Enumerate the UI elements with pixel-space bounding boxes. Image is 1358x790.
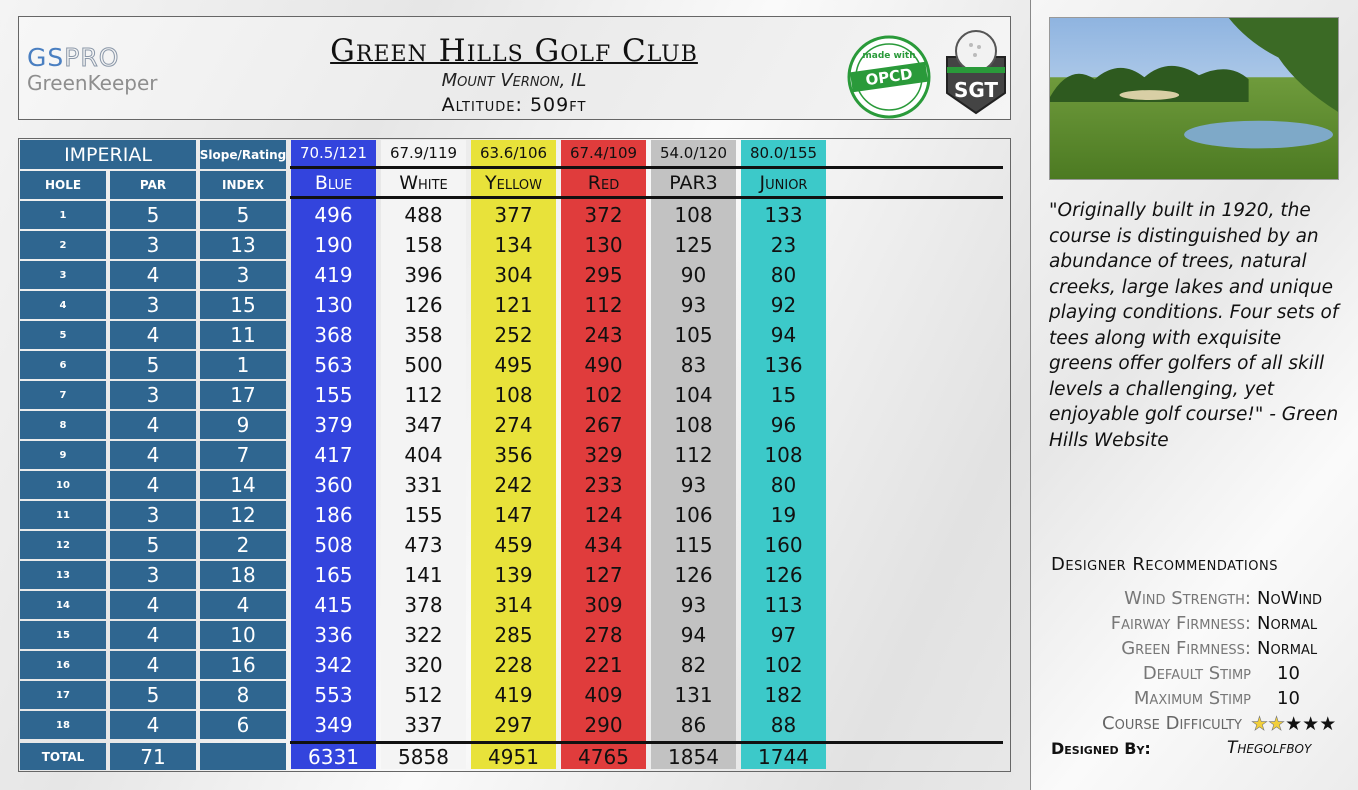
recommendation-value: 10 bbox=[1277, 688, 1300, 709]
hole-yardage: 314 bbox=[494, 593, 533, 617]
hole-yardage: 155 bbox=[404, 503, 443, 527]
imperial-label: IMPERIAL bbox=[20, 140, 196, 169]
hole-par: 5 bbox=[110, 681, 196, 709]
hole-number: 4 bbox=[20, 291, 106, 319]
hole-yardage: 127 bbox=[584, 563, 623, 587]
hole-par: 3 bbox=[110, 501, 196, 529]
hole-number: 14 bbox=[20, 591, 106, 619]
slope-rating-label: Slope/Rating bbox=[200, 140, 286, 169]
hole-yardage: 377 bbox=[494, 203, 533, 227]
hole-yardage: 105 bbox=[674, 323, 713, 347]
tee-total: 5858 bbox=[398, 745, 449, 769]
hole-yardage: 94 bbox=[680, 623, 707, 647]
course-photo bbox=[1049, 17, 1339, 180]
hole-yardage: 182 bbox=[764, 683, 803, 707]
hole-number: 17 bbox=[20, 681, 106, 709]
hole-yardage: 106 bbox=[674, 503, 713, 527]
hole-yardage: 278 bbox=[584, 623, 623, 647]
hole-index: 11 bbox=[200, 321, 286, 349]
hole-yardage: 336 bbox=[314, 623, 353, 647]
hole-yardage: 147 bbox=[494, 503, 533, 527]
hole-yardage: 19 bbox=[770, 503, 797, 527]
hole-yardage: 141 bbox=[404, 563, 443, 587]
club-altitude: Altitude: 509ft bbox=[441, 94, 587, 116]
hole-index: 17 bbox=[200, 381, 286, 409]
hole-yardage: 419 bbox=[314, 263, 353, 287]
course-header bbox=[18, 16, 1011, 120]
gspro-logo-pro: PRO bbox=[64, 43, 120, 72]
hole-yardage: 304 bbox=[494, 263, 533, 287]
hole-par: 3 bbox=[110, 291, 196, 319]
hole-yardage: 83 bbox=[680, 353, 707, 377]
hole-yardage: 434 bbox=[584, 533, 623, 557]
recommendation-row bbox=[1039, 688, 1358, 713]
hole-number: 8 bbox=[20, 411, 106, 439]
hole-number: 12 bbox=[20, 531, 106, 559]
hole-yardage: 417 bbox=[314, 443, 353, 467]
recommendation-label: Default Stimp bbox=[1142, 663, 1251, 684]
hole-index: 9 bbox=[200, 411, 286, 439]
tee-rating: 70.5/121 bbox=[299, 144, 368, 162]
hole-yardage: 108 bbox=[764, 443, 803, 467]
hole-yardage: 228 bbox=[494, 653, 533, 677]
hole-yardage: 290 bbox=[584, 713, 623, 737]
hole-number: 10 bbox=[20, 471, 106, 499]
hole-yardage: 372 bbox=[584, 203, 623, 227]
hole-yardage: 495 bbox=[494, 353, 533, 377]
hole-yardage: 331 bbox=[404, 473, 443, 497]
hole-yardage: 190 bbox=[314, 233, 353, 257]
hole-yardage: 508 bbox=[314, 533, 353, 557]
hole-index: 3 bbox=[200, 261, 286, 289]
tee-rating: 54.0/120 bbox=[659, 144, 728, 162]
hole-index: 18 bbox=[200, 561, 286, 589]
designer-recommendations-title: Designer Recommendations bbox=[1051, 554, 1278, 575]
hole-index: 2 bbox=[200, 531, 286, 559]
course-description: "Originally built in 1920, the course is distinguished by an abundance of trees, natural creeks, large lakes and unique playing conditions. Four sets of tees along with exquisite greens offer golfers of all skill levels a challenging, yet enjoyable golf course!" - Green Hills Website bbox=[1049, 200, 1339, 451]
hole-yardage: 379 bbox=[314, 413, 353, 437]
tee-total: 1744 bbox=[758, 745, 809, 769]
hole-yardage: 419 bbox=[494, 683, 533, 707]
hole-yardage: 113 bbox=[764, 593, 803, 617]
hole-par: 5 bbox=[110, 531, 196, 559]
hole-yardage: 131 bbox=[674, 683, 713, 707]
hole-yardage: 88 bbox=[770, 713, 797, 737]
recommendation-row bbox=[1039, 613, 1358, 638]
greenkeeper-label: GreenKeeper bbox=[27, 71, 158, 95]
hole-yardage: 490 bbox=[584, 353, 623, 377]
index-header: INDEX bbox=[200, 171, 286, 199]
recommendation-label: Green Firmness: bbox=[1121, 638, 1251, 659]
designer-name: Thegolfboy bbox=[1227, 738, 1312, 758]
hole-yardage: 295 bbox=[584, 263, 623, 287]
hole-par: 4 bbox=[110, 441, 196, 469]
hole-yardage: 124 bbox=[584, 503, 623, 527]
tee-rating: 67.9/119 bbox=[389, 144, 458, 162]
recommendation-label: Wind Strength: bbox=[1124, 588, 1251, 609]
hole-yardage: 342 bbox=[314, 653, 353, 677]
divider-line bbox=[290, 196, 1003, 199]
hole-par: 4 bbox=[110, 411, 196, 439]
sgt-text: SGT bbox=[953, 78, 999, 102]
hole-par: 5 bbox=[110, 351, 196, 379]
tee-name: Blue bbox=[314, 172, 353, 194]
hole-number: 5 bbox=[20, 321, 106, 349]
recommendation-value: 10 bbox=[1277, 663, 1300, 684]
scorecard bbox=[18, 138, 1011, 772]
hole-par: 5 bbox=[110, 201, 196, 229]
hole-par: 4 bbox=[110, 591, 196, 619]
gspro-logo bbox=[27, 45, 187, 95]
opcd-top-text: made with bbox=[862, 51, 916, 61]
hole-yardage: 473 bbox=[404, 533, 443, 557]
hole-yardage: 126 bbox=[404, 293, 443, 317]
hole-yardage: 80 bbox=[770, 473, 797, 497]
hole-index: 6 bbox=[200, 711, 286, 739]
hole-yardage: 252 bbox=[494, 323, 533, 347]
hole-yardage: 108 bbox=[674, 203, 713, 227]
hole-yardage: 415 bbox=[314, 593, 353, 617]
tee-name: White bbox=[399, 172, 448, 194]
hole-number: 9 bbox=[20, 441, 106, 469]
star-filled-icon: ★ bbox=[1251, 713, 1269, 735]
divider-line bbox=[290, 741, 1003, 744]
tee-total: 1854 bbox=[668, 745, 719, 769]
tee-name: Red bbox=[587, 172, 620, 194]
club-location: Mount Vernon, IL bbox=[441, 70, 587, 91]
title-block bbox=[249, 33, 779, 117]
hole-yardage: 133 bbox=[764, 203, 803, 227]
hole-yardage: 349 bbox=[314, 713, 353, 737]
star-icon: ★ bbox=[1302, 713, 1320, 735]
hole-index: 12 bbox=[200, 501, 286, 529]
hole-number: 2 bbox=[20, 231, 106, 259]
hole-par: 3 bbox=[110, 381, 196, 409]
hole-yardage: 90 bbox=[680, 263, 707, 287]
recommendation-label: Fairway Firmness: bbox=[1110, 613, 1251, 634]
hole-index: 8 bbox=[200, 681, 286, 709]
hole-yardage: 102 bbox=[764, 653, 803, 677]
tee-total: 4951 bbox=[488, 745, 539, 769]
sgt-logo bbox=[941, 27, 1011, 117]
hole-yardage: 158 bbox=[404, 233, 443, 257]
hole-yardage: 274 bbox=[494, 413, 533, 437]
total-par: 71 bbox=[110, 743, 196, 770]
hole-par: 4 bbox=[110, 711, 196, 739]
total-index-empty bbox=[200, 743, 286, 770]
tee-total: 4765 bbox=[578, 745, 629, 769]
hole-index: 15 bbox=[200, 291, 286, 319]
hole-number: 15 bbox=[20, 621, 106, 649]
hole-header: HOLE bbox=[20, 171, 106, 199]
hole-yardage: 15 bbox=[770, 383, 797, 407]
hole-yardage: 82 bbox=[680, 653, 707, 677]
recommendation-row bbox=[1039, 638, 1358, 663]
hole-index: 4 bbox=[200, 591, 286, 619]
total-label: TOTAL bbox=[20, 743, 106, 770]
hole-par: 4 bbox=[110, 261, 196, 289]
hole-yardage: 108 bbox=[674, 413, 713, 437]
tee-rating: 63.6/106 bbox=[479, 144, 548, 162]
hole-yardage: 92 bbox=[770, 293, 797, 317]
hole-yardage: 242 bbox=[494, 473, 533, 497]
hole-index: 16 bbox=[200, 651, 286, 679]
hole-yardage: 378 bbox=[404, 593, 443, 617]
hole-yardage: 93 bbox=[680, 473, 707, 497]
hole-yardage: 404 bbox=[404, 443, 443, 467]
hole-yardage: 285 bbox=[494, 623, 533, 647]
hole-yardage: 221 bbox=[584, 653, 623, 677]
hole-yardage: 512 bbox=[404, 683, 443, 707]
hole-yardage: 130 bbox=[314, 293, 353, 317]
hole-index: 13 bbox=[200, 231, 286, 259]
hole-yardage: 329 bbox=[584, 443, 623, 467]
hole-yardage: 102 bbox=[584, 383, 623, 407]
hole-yardage: 356 bbox=[494, 443, 533, 467]
hole-yardage: 488 bbox=[404, 203, 443, 227]
hole-yardage: 112 bbox=[674, 443, 713, 467]
hole-yardage: 134 bbox=[494, 233, 533, 257]
hole-yardage: 347 bbox=[404, 413, 443, 437]
tee-name: PAR3 bbox=[669, 172, 718, 194]
hole-yardage: 86 bbox=[680, 713, 707, 737]
opcd-logo bbox=[847, 35, 931, 119]
hole-index: 7 bbox=[200, 441, 286, 469]
hole-yardage: 96 bbox=[770, 413, 797, 437]
hole-number: 6 bbox=[20, 351, 106, 379]
club-name: Green Hills Golf Club bbox=[330, 33, 698, 69]
hole-number: 7 bbox=[20, 381, 106, 409]
hole-number: 3 bbox=[20, 261, 106, 289]
hole-yardage: 337 bbox=[404, 713, 443, 737]
star-icon: ★ bbox=[1319, 713, 1337, 735]
hole-yardage: 267 bbox=[584, 413, 623, 437]
hole-yardage: 121 bbox=[494, 293, 533, 317]
hole-yardage: 126 bbox=[674, 563, 713, 587]
hole-yardage: 165 bbox=[314, 563, 353, 587]
hole-yardage: 358 bbox=[404, 323, 443, 347]
hole-yardage: 112 bbox=[584, 293, 623, 317]
hole-yardage: 396 bbox=[404, 263, 443, 287]
hole-yardage: 80 bbox=[770, 263, 797, 287]
hole-index: 14 bbox=[200, 471, 286, 499]
hole-par: 4 bbox=[110, 621, 196, 649]
hole-yardage: 563 bbox=[314, 353, 353, 377]
hole-number: 13 bbox=[20, 561, 106, 589]
hole-index: 1 bbox=[200, 351, 286, 379]
hole-par: 3 bbox=[110, 231, 196, 259]
hole-yardage: 112 bbox=[404, 383, 443, 407]
par-header: PAR bbox=[110, 171, 196, 199]
difficulty-label: Course Difficulty bbox=[1102, 713, 1242, 734]
hole-par: 3 bbox=[110, 561, 196, 589]
hole-yardage: 136 bbox=[764, 353, 803, 377]
star-filled-icon: ★ bbox=[1268, 713, 1286, 735]
hole-yardage: 360 bbox=[314, 473, 353, 497]
recommendation-value: Normal bbox=[1257, 638, 1318, 659]
hole-par: 4 bbox=[110, 321, 196, 349]
hole-number: 18 bbox=[20, 711, 106, 739]
hole-yardage: 160 bbox=[764, 533, 803, 557]
hole-yardage: 309 bbox=[584, 593, 623, 617]
hole-yardage: 93 bbox=[680, 593, 707, 617]
hole-index: 5 bbox=[200, 201, 286, 229]
recommendation-row bbox=[1039, 588, 1358, 613]
hole-number: 11 bbox=[20, 501, 106, 529]
hole-yardage: 500 bbox=[404, 353, 443, 377]
hole-yardage: 459 bbox=[494, 533, 533, 557]
recommendation-value: NoWind bbox=[1257, 588, 1323, 609]
hole-yardage: 233 bbox=[584, 473, 623, 497]
recommendation-row bbox=[1039, 663, 1358, 688]
hole-yardage: 97 bbox=[770, 623, 797, 647]
gspro-logo-gs: GS bbox=[27, 43, 65, 72]
hole-yardage: 125 bbox=[674, 233, 713, 257]
hole-yardage: 139 bbox=[494, 563, 533, 587]
hole-yardage: 553 bbox=[314, 683, 353, 707]
designed-by-label: Designed By: bbox=[1051, 739, 1151, 758]
difficulty-row bbox=[1039, 713, 1358, 738]
star-icon: ★ bbox=[1285, 713, 1303, 735]
hole-yardage: 368 bbox=[314, 323, 353, 347]
hole-par: 4 bbox=[110, 471, 196, 499]
hole-yardage: 93 bbox=[680, 293, 707, 317]
tee-name: Junior bbox=[759, 172, 808, 194]
hole-yardage: 186 bbox=[314, 503, 353, 527]
tee-name: Yellow bbox=[485, 172, 542, 194]
hole-yardage: 322 bbox=[404, 623, 443, 647]
hole-yardage: 155 bbox=[314, 383, 353, 407]
hole-number: 16 bbox=[20, 651, 106, 679]
tee-total: 6331 bbox=[308, 745, 359, 769]
hole-yardage: 115 bbox=[674, 533, 713, 557]
hole-yardage: 108 bbox=[494, 383, 533, 407]
hole-yardage: 23 bbox=[770, 233, 797, 257]
divider-line bbox=[290, 166, 1003, 169]
hole-yardage: 496 bbox=[314, 203, 353, 227]
difficulty-stars bbox=[1251, 713, 1336, 735]
tee-rating: 67.4/109 bbox=[569, 144, 638, 162]
opcd-main-text: OPCD bbox=[864, 64, 914, 90]
hole-yardage: 104 bbox=[674, 383, 713, 407]
hole-yardage: 409 bbox=[584, 683, 623, 707]
hole-yardage: 243 bbox=[584, 323, 623, 347]
hole-yardage: 126 bbox=[764, 563, 803, 587]
hole-yardage: 94 bbox=[770, 323, 797, 347]
hole-number: 1 bbox=[20, 201, 106, 229]
hole-yardage: 130 bbox=[584, 233, 623, 257]
hole-yardage: 320 bbox=[404, 653, 443, 677]
tee-rating: 80.0/155 bbox=[749, 144, 818, 162]
hole-index: 10 bbox=[200, 621, 286, 649]
hole-yardage: 297 bbox=[494, 713, 533, 737]
hole-par: 4 bbox=[110, 651, 196, 679]
course-info-panel bbox=[1030, 0, 1358, 790]
recommendation-label: Maximum Stimp bbox=[1133, 688, 1251, 709]
recommendation-value: Normal bbox=[1257, 613, 1318, 634]
